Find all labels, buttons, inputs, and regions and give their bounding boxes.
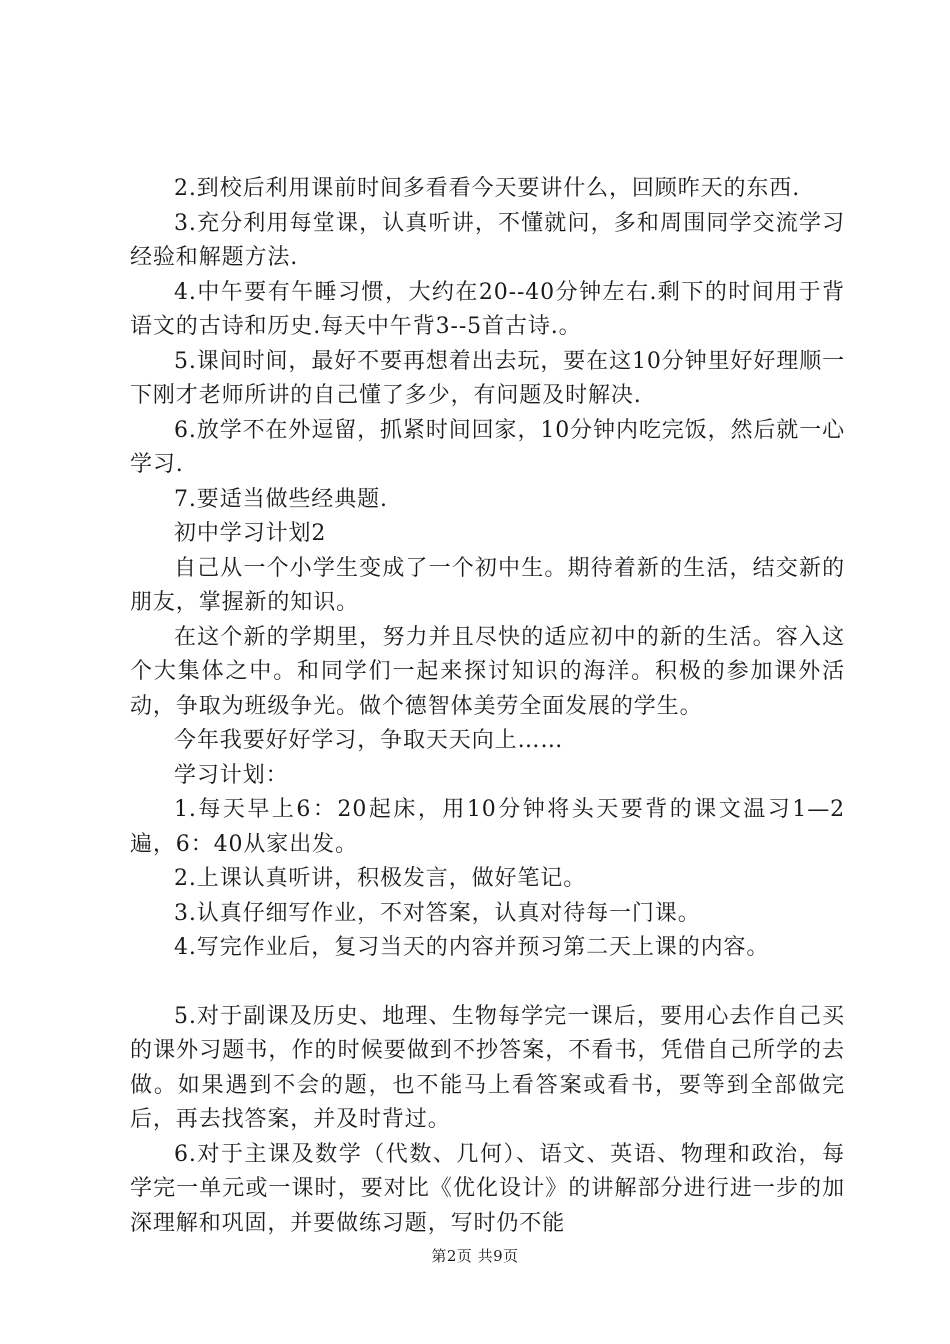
paragraph-13: 3.认真仔细写作业，不对答案，认真对待每一门课。 [174,900,701,926]
paragraph-9: 今年我要好好学习，争取天天向上…… [174,728,564,753]
paragraph-3: 4.中午要有午睡习惯，大约在20--40分钟左右.剩下的时间用于背语文的古诗和历史.每天中午背3--5首古诗.。 [130,279,845,339]
paragraph-5: 6.放学不在外逗留，抓紧时间回家，10分钟内吃完饭，然后就一心学习. [130,417,845,477]
paragraph-11: 1.每天早上6：20起床，用10分钟将头天要背的课文温习1—2遍，6：40从家出发。 [130,797,845,857]
paragraph-8: 在这个新的学期里，努力并且尽快的适应初中的新的生活。容入这个大集体之中。和同学们一起来探讨知识的海洋。积极的参加课外活动，争取为班级争光。做个德智体美劳全面发展的学生。 [130,624,845,719]
paragraph-2: 3.充分利用每堂课，认真听讲，不懂就问，多和周围同学交流学习经验和解题方法. [130,210,845,270]
paragraph-4: 5.课间时间，最好不要再想着出去玩，要在这10分钟里好好理顺一下刚才老师所讲的自己懂了多少，有问题及时解决. [130,348,845,408]
paragraph-14: 4.写完作业后，复习当天的内容并预习第二天上课的内容。 [174,935,770,960]
paragraph-12: 2.上课认真听讲，积极发言，做好笔记。 [174,866,587,891]
paragraph-16: 6.对于主课及数学（代数、几何）、语文、英语、物理和政治，每学完一单元或一课时，要对比《优化设计》的讲解部分进行进一步的加深理解和巩固，并要做练习题，写时仍不能 [130,1141,845,1236]
paragraph-1: 2.到校后利用课前时间多看看今天要讲什么，回顾昨天的东西. [174,176,801,201]
paragraph-gap [130,966,845,1000]
page-number-footer: 第2页 共9页 [431,1247,519,1265]
paragraph-15: 5.对于副课及历史、地理、生物每学完一课后，要用心去作自己买的课外习题书，作的时候要做到不抄答案，不看书，凭借自己所学的去做。如果遇到不会的题，也不能马上看答案或看书，要等到全部做完后，再去找答案，并及时背过。 [130,1003,845,1132]
document-body [130,172,845,1241]
paragraph-6: 7.要适当做些经典题. [174,486,388,512]
paragraph-7: 自己从一个小学生变成了一个初中生。期待着新的生活，结交新的朋友，掌握新的知识。 [130,555,845,615]
paragraph-10: 学习计划： [174,762,289,788]
section-heading: 初中学习计划2 [174,521,327,546]
